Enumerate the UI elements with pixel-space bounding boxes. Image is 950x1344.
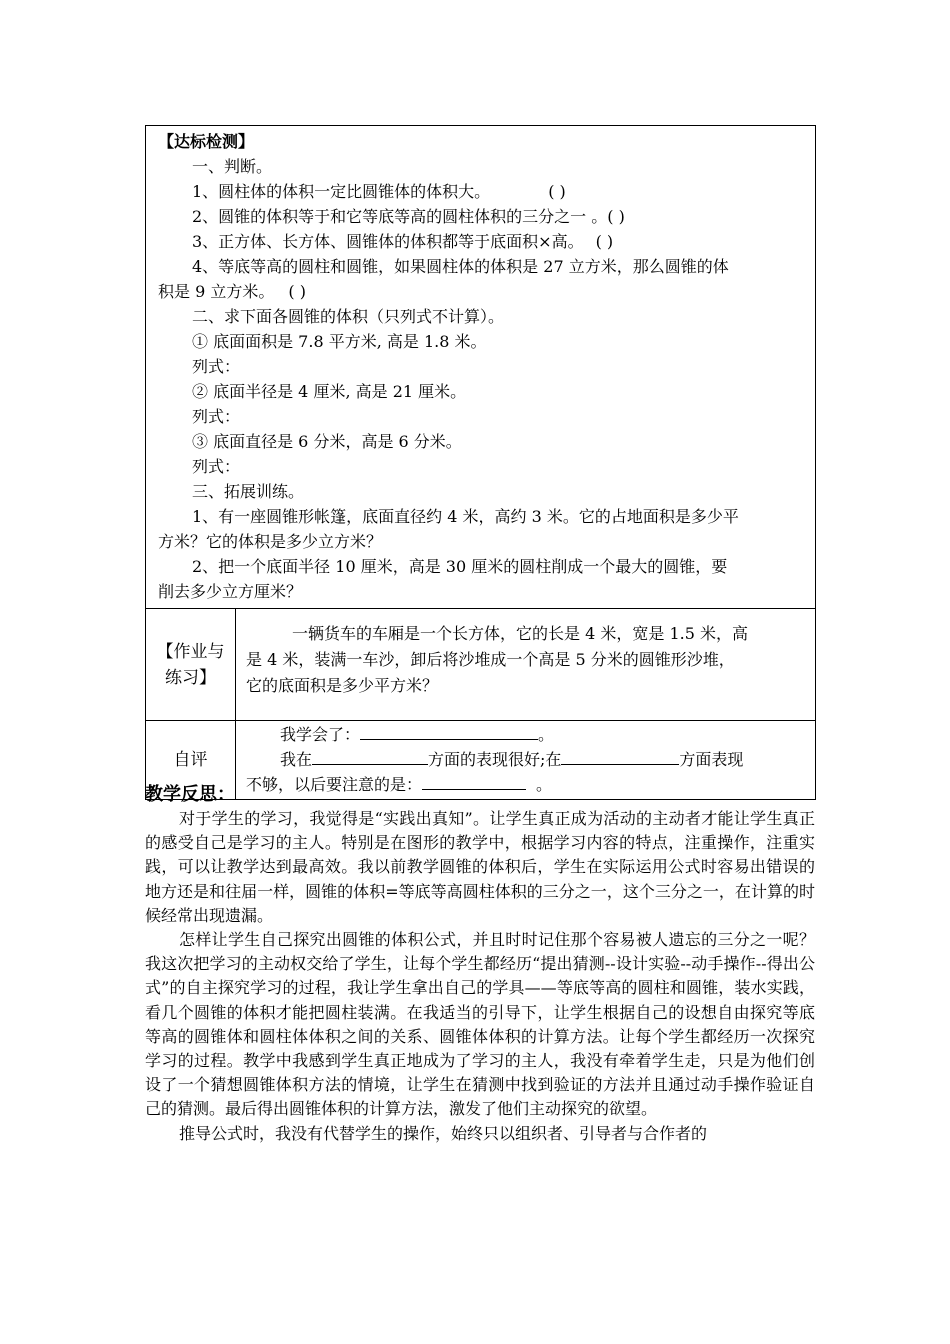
- fill-blank[interactable]: [312, 747, 428, 765]
- reflection-title: 教学反思：: [145, 784, 235, 805]
- judge-item-2: 2、圆锥的体积等于和它等底等高的圆柱体积的三分之一 。( ): [192, 207, 625, 226]
- self-eval-label: 自评: [146, 721, 236, 800]
- reflection-section: [145, 783, 815, 1146]
- cone-item-2: ② 底面半径是 4 厘米, 高是 21 厘米。: [192, 382, 467, 401]
- fill-blank[interactable]: [360, 722, 538, 740]
- answer-blank: ( ): [288, 282, 306, 301]
- extend-item-2-line2: 削去多少立方厘米？: [158, 582, 303, 601]
- judge-item-3: 3、正方体、长方体、圆锥体的体积都等于底面积×高。 ( ): [192, 232, 614, 251]
- cone-item-3: ③ 底面直径是 6 分米，高是 6 分米。: [192, 432, 462, 451]
- extend-item-1-line1: 1、有一座圆锥形帐篷，底面直径约 4 米，高约 3 米。它的占地面积是多少平: [192, 507, 739, 526]
- answer-blank: ( ): [548, 182, 566, 201]
- lesson-table: [145, 125, 816, 800]
- check-section: [146, 126, 816, 609]
- reflection-paragraph-1: 对于学生的学习，我觉得是“实践出真知”。让学生真正成为活动的主动者才能让学生真正的感受自己是学习的主人。特别是在图形的教学中，根据学习内容的特点，注重操作，注重实践，可以让教学达到最高效。我以前教学圆锥的体积后，学生在实际运用公式时容易出错误的地方还是和往届一样，圆锥的体积=等底等高圆柱体积的三分之一，这个三分之一，在计算的时候经常出现遗漏。: [145, 809, 815, 925]
- homework-label: 【作业与 练习】: [146, 609, 236, 721]
- cone-item-1: ① 底面面积是 7.8 平方米, 高是 1.8 米。: [192, 332, 487, 351]
- homework-line-3: 它的底面积是多少平方米？: [246, 676, 439, 695]
- answer-blank: ( ): [595, 232, 614, 251]
- extend-item-1-line2: 方米？它的体积是多少立方米？: [158, 532, 383, 551]
- formula-label-2: 列式：: [192, 407, 241, 426]
- reflection-paragraph-3: 推导公式时，我没有代替学生的操作，始终只以组织者、引导者与合作者的: [179, 1123, 708, 1143]
- judge-item-4-line1: 4、等底等高的圆柱和圆锥，如果圆柱体的体积是 27 立方米，那么圆锥的体: [192, 257, 729, 276]
- judge-item-4-line2: 积是 9 立方米。 ( ): [158, 282, 306, 301]
- fill-blank[interactable]: [561, 747, 679, 765]
- homework-line-1: 一辆货车的车厢是一个长方体，它的长是 4 米，宽是 1.5 米，高: [292, 624, 748, 643]
- homework-line-2: 是 4 米，装满一车沙，卸后将沙堆成一个高是 5 分米的圆锥形沙堆，: [246, 650, 735, 669]
- self-eval-line-2: 我在 方面的表现很好;在 方面表现: [246, 747, 809, 772]
- formula-label-1: 列式：: [192, 357, 241, 376]
- homework-content: [236, 609, 816, 721]
- section-3-title: 三、拓展训练。: [192, 482, 305, 501]
- check-row: [146, 126, 816, 609]
- section-1-title: 一、判断。: [192, 157, 273, 176]
- judge-item-1: 1、圆柱体的体积一定比圆锥体的体积大。 ( ): [192, 182, 566, 201]
- self-eval-line-3: 不够，以后要注意的是： 。: [246, 772, 809, 797]
- homework-row: [146, 609, 816, 721]
- formula-label-3: 列式：: [192, 457, 241, 476]
- reflection-paragraph-2: 怎样让学生自己探究出圆锥的体积公式，并且时时记住那个容易被人遗忘的三分之一呢？我这次把学习的主动权交给了学生，让每个学生都经历“提出猜测--设计实验--动手操作--得出公式”的自主探究学习的过程，我让学生拿出自己的学具——等底等高的圆柱和圆锥，装水实践，看几个圆锥的体积才能把圆柱装满。在我适当的引导下，让学生根据自己的设想自由探究等底等高的圆锥体和圆柱体体积之间的关系、圆锥体体积的计算方法。让每个学生都经历一次探究学习的过程。教学中我感到学生真正地成为了学习的主人，我没有牵着学生走，只是为他们创设了一个猜想圆锥体积方法的情境，让学生在猜测中找到验证的方法并且通过动手操作验证自己的猜测。最后得出圆锥体积的计算方法，激发了他们主动探究的欲望。: [145, 930, 815, 1119]
- answer-blank: ( ): [607, 207, 625, 226]
- check-heading: 【达标检测】: [158, 132, 255, 151]
- self-eval-line-1: 我学会了： 。: [246, 722, 809, 747]
- section-2-title: 二、求下面各圆锥的体积（只列式不计算）。: [192, 307, 505, 326]
- extend-item-2-line1: 2、把一个底面半径 10 厘米，高是 30 厘米的圆柱削成一个最大的圆锥，要: [192, 557, 728, 576]
